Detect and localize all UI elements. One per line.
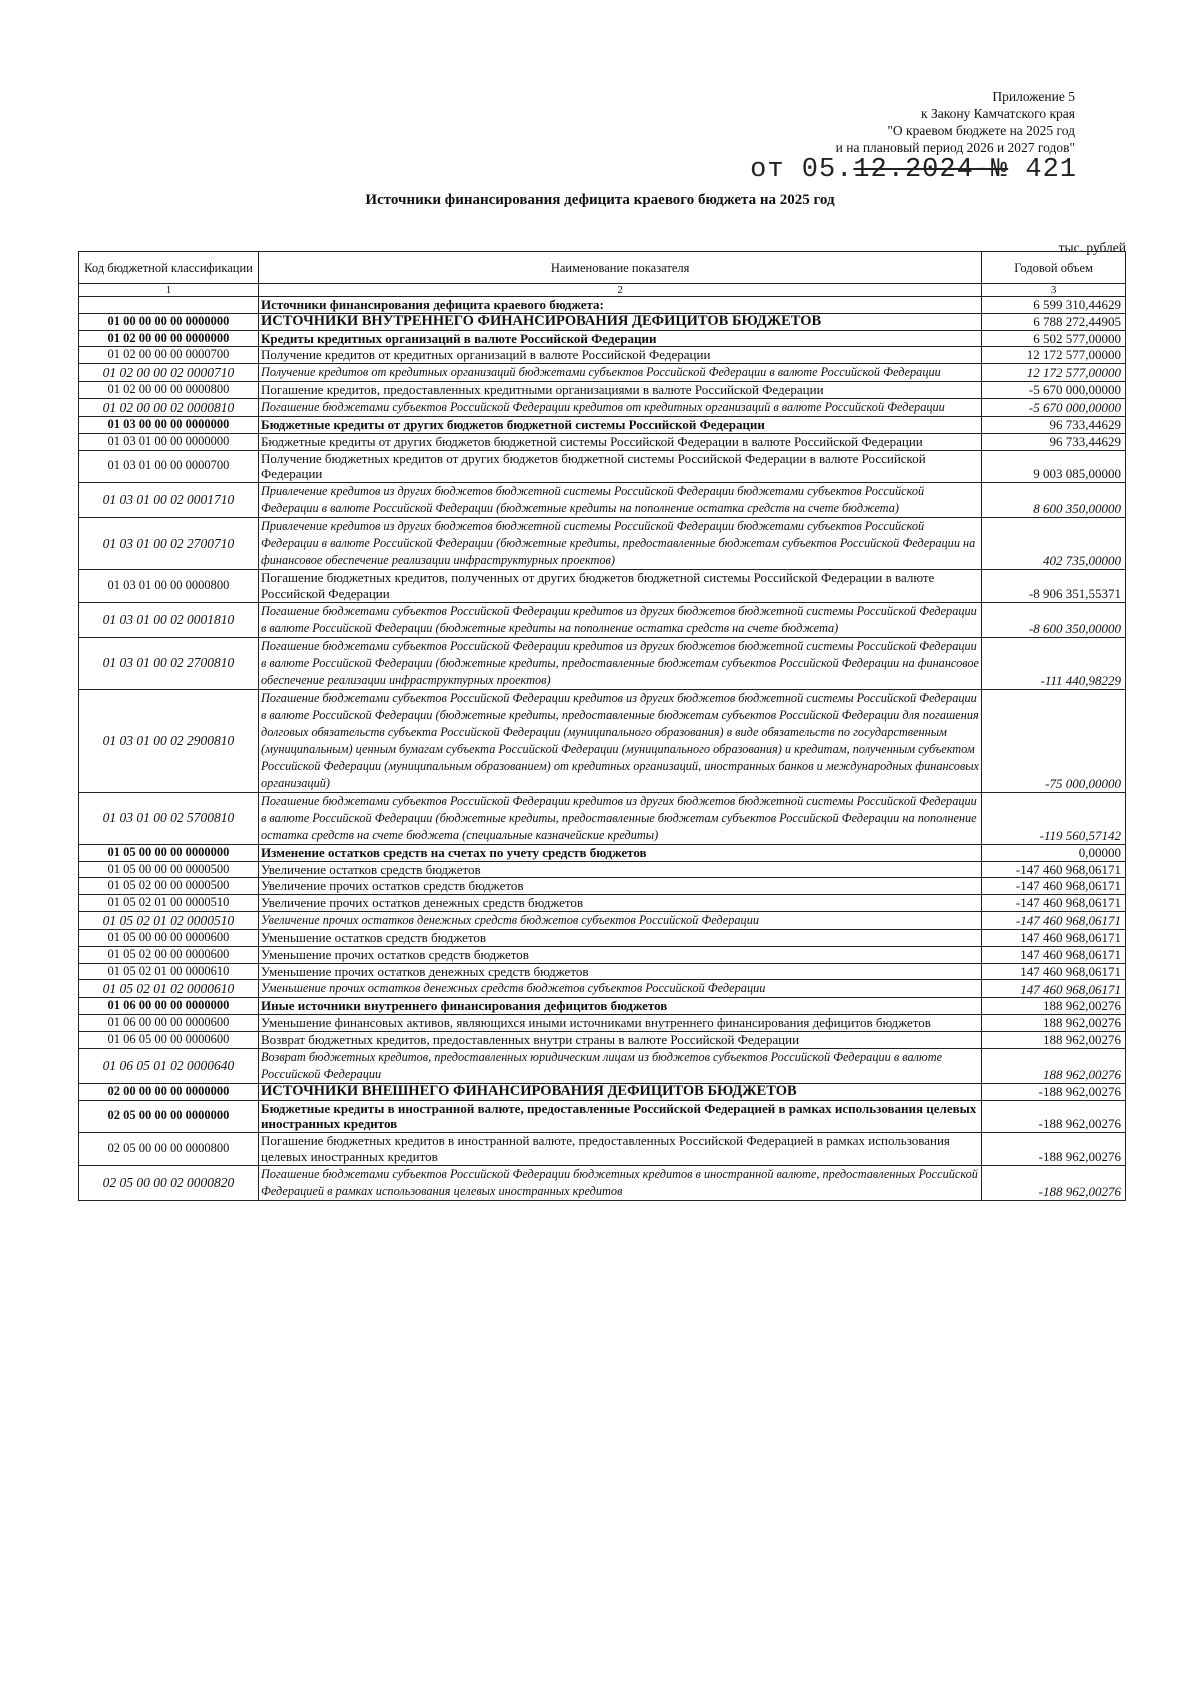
- annual-amount-cell: -188 962,00276: [982, 1165, 1126, 1200]
- indicator-name-cell: ИСТОЧНИКИ ВНУТРЕННЕГО ФИНАНСИРОВАНИЯ ДЕФИЦИТОВ БЮДЖЕТОВ: [258, 313, 981, 330]
- table-row: [79, 1100, 1126, 1133]
- table-row: [79, 450, 1126, 483]
- date-prefix: от 05.: [750, 155, 854, 185]
- annual-amount-cell: -188 962,00276: [982, 1133, 1126, 1166]
- table-row: [79, 792, 1126, 844]
- column-header-code: Код бюджетной классификации: [79, 252, 259, 284]
- indicator-name-cell: Привлечение кредитов из других бюджетов бюджетной системы Российской Федерации бюджетами субъектов Российской Федерации в валюте Российской Федерации (бюджетные кредиты на пополнение остатка средств на счете бюджета): [258, 483, 981, 518]
- annual-amount-cell: 6 599 310,44629: [982, 297, 1126, 314]
- budget-code-cell: 01 03 01 00 00 0000000: [79, 433, 259, 450]
- indicator-name-cell: Погашение бюджетами субъектов Российской Федерации кредитов из других бюджетов бюджетной системы Российской Федерации в валюте Российской Федерации (бюджетные кредиты, предоставленные бюджетам субъектов Российской Федерации для погашения долговых обязательств субъекта Российской Федерации (муниципального образования) в виде обязательств по государственным (муниципальным) ценным бумагам субъекта Российской Федерации (муниципального образования) и кредитам, полученным субъектом Российской Федерации (муниципальным образованием) от кредитных организаций, иностранных банков и международных финансовых организаций): [258, 689, 981, 792]
- budget-code-cell: 01 06 00 00 00 0000600: [79, 1015, 259, 1032]
- budget-code-cell: 01 05 02 01 00 0000610: [79, 963, 259, 980]
- table-row: [79, 433, 1126, 450]
- table-row: [79, 364, 1126, 382]
- budget-code-cell: 01 03 01 00 02 2700810: [79, 637, 259, 689]
- indicator-name-cell: Увеличение остатков средств бюджетов: [258, 861, 981, 878]
- table-row: [79, 895, 1126, 912]
- budget-code-cell: 01 02 00 00 02 0000710: [79, 364, 259, 382]
- budget-code-cell: 01 03 01 00 02 2700710: [79, 518, 259, 570]
- table-row: [79, 1015, 1126, 1032]
- table-row: [79, 330, 1126, 347]
- budget-code-cell: 01 03 01 00 02 2900810: [79, 689, 259, 792]
- document-number: 421: [1008, 155, 1077, 185]
- annual-amount-cell: 188 962,00276: [982, 998, 1126, 1015]
- table-row: [79, 946, 1126, 963]
- date-struck: 12.2024-№: [853, 155, 1009, 185]
- indicator-name-cell: Иные источники внутреннего финансирования дефицитов бюджетов: [258, 998, 981, 1015]
- table-row: [79, 297, 1126, 314]
- budget-code-cell: 02 00 00 00 00 0000000: [79, 1083, 259, 1100]
- annual-amount-cell: 147 460 968,06171: [982, 929, 1126, 946]
- table-row: [79, 1048, 1126, 1083]
- annual-amount-cell: 6 502 577,00000: [982, 330, 1126, 347]
- indicator-name-cell: Погашение бюджетных кредитов в иностранной валюте, предоставленных Российской Федерацией в рамках использования целевых иностранных кредитов: [258, 1133, 981, 1166]
- column-header-name: Наименование показателя: [258, 252, 981, 284]
- annual-amount-cell: -8 906 351,55371: [982, 570, 1126, 603]
- annual-amount-cell: 147 460 968,06171: [982, 980, 1126, 998]
- annual-amount-cell: 147 460 968,06171: [982, 963, 1126, 980]
- annual-amount-cell: 188 962,00276: [982, 1015, 1126, 1032]
- indicator-name-cell: Возврат бюджетных кредитов, предоставленных юридическим лицам из бюджетов субъектов Российской Федерации в валюте Российской Федерации: [258, 1048, 981, 1083]
- indicator-name-cell: Уменьшение прочих остатков денежных средств бюджетов субъектов Российской Федерации: [258, 980, 981, 998]
- indicator-name-cell: Погашение кредитов, предоставленных кредитными организациями в валюте Российской Федерации: [258, 382, 981, 399]
- document-date-stamp: [750, 155, 1077, 185]
- table-row: [79, 911, 1126, 929]
- table-body: [79, 297, 1126, 1201]
- table-row: [79, 313, 1126, 330]
- indicator-name-cell: Получение кредитов от кредитных организаций бюджетами субъектов Российской Федерации в валюте Российской Федерации: [258, 364, 981, 382]
- annual-amount-cell: -147 460 968,06171: [982, 895, 1126, 912]
- budget-code-cell: 02 05 00 00 00 0000800: [79, 1133, 259, 1166]
- annual-amount-cell: 9 003 085,00000: [982, 450, 1126, 483]
- budget-code-cell: 01 05 00 00 00 0000500: [79, 861, 259, 878]
- annual-amount-cell: 0,00000: [982, 844, 1126, 861]
- sources-table: [78, 251, 1126, 1201]
- indicator-name-cell: Бюджетные кредиты от других бюджетов бюджетной системы Российской Федерации: [258, 416, 981, 433]
- indicator-name-cell: Кредиты кредитных организаций в валюте Российской Федерации: [258, 330, 981, 347]
- annual-amount-cell: -8 600 350,00000: [982, 602, 1126, 637]
- indicator-name-cell: Погашение бюджетами субъектов Российской Федерации бюджетных кредитов в иностранной валюте, предоставленных Российской Федерацией в рамках использования целевых иностранных кредитов: [258, 1165, 981, 1200]
- annual-amount-cell: -119 560,57142: [982, 792, 1126, 844]
- table-row: [79, 483, 1126, 518]
- indicator-name-cell: Погашение бюджетами субъектов Российской Федерации кредитов из других бюджетов бюджетной системы Российской Федерации в валюте Российской Федерации (бюджетные кредиты, предоставленные бюджетам субъектов Российской Федерации на финансовое обеспечение реализации инфраструктурных проектов): [258, 637, 981, 689]
- table-row: [79, 1031, 1126, 1048]
- table-row: [79, 347, 1126, 364]
- budget-code-cell: 01 03 01 00 02 5700810: [79, 792, 259, 844]
- indicator-name-cell: Источники финансирования дефицита краевого бюджета:: [258, 297, 981, 314]
- budget-code-cell: 01 03 01 00 02 0001810: [79, 602, 259, 637]
- indicator-name-cell: Погашение бюджетами субъектов Российской Федерации кредитов из других бюджетов бюджетной системы Российской Федерации в валюте Российской Федерации (бюджетные кредиты на пополнение остатка средств на счете бюджета): [258, 602, 981, 637]
- budget-code-cell: 01 02 00 00 02 0000810: [79, 398, 259, 416]
- column-number-2: 2: [258, 284, 981, 297]
- indicator-name-cell: Получение кредитов от кредитных организаций в валюте Российской Федерации: [258, 347, 981, 364]
- table-row: [79, 382, 1126, 399]
- budget-code-cell: 01 05 00 00 00 0000600: [79, 929, 259, 946]
- appendix-header: [836, 88, 1075, 156]
- indicator-name-cell: Привлечение кредитов из других бюджетов бюджетной системы Российской Федерации бюджетами субъектов Российской Федерации в валюте Российской Федерации (бюджетные кредиты, предоставленные бюджетам субъектов Российской Федерации на финансовое обеспечение реализации инфраструктурных проектов): [258, 518, 981, 570]
- budget-code-cell: 01 03 00 00 00 0000000: [79, 416, 259, 433]
- appendix-line-3: "О краевом бюджете на 2025 год: [887, 123, 1075, 138]
- indicator-name-cell: Уменьшение прочих остатков денежных средств бюджетов: [258, 963, 981, 980]
- document-title: Источники финансирования дефицита краевого бюджета на 2025 год: [365, 192, 835, 208]
- table-row: [79, 878, 1126, 895]
- indicator-name-cell: Изменение остатков средств на счетах по учету средств бюджетов: [258, 844, 981, 861]
- annual-amount-cell: -111 440,98229: [982, 637, 1126, 689]
- appendix-line-2: к Закону Камчатского края: [921, 106, 1075, 121]
- indicator-name-cell: Увеличение прочих остатков денежных средств бюджетов субъектов Российской Федерации: [258, 911, 981, 929]
- budget-code-cell: 01 06 05 00 00 0000600: [79, 1031, 259, 1048]
- annual-amount-cell: 188 962,00276: [982, 1031, 1126, 1048]
- indicator-name-cell: ИСТОЧНИКИ ВНЕШНЕГО ФИНАНСИРОВАНИЯ ДЕФИЦИТОВ БЮДЖЕТОВ: [258, 1083, 981, 1100]
- budget-code-cell: 01 03 01 00 00 0000800: [79, 570, 259, 603]
- budget-code-cell: 01 02 00 00 00 0000700: [79, 347, 259, 364]
- column-number-3: 3: [982, 284, 1126, 297]
- units-label: тыс. рублей: [1058, 240, 1126, 255]
- table-row: [79, 518, 1126, 570]
- column-number-1: 1: [79, 284, 259, 297]
- indicator-name-cell: Погашение бюджетами субъектов Российской Федерации кредитов от кредитных организаций в валюте Российской Федерации: [258, 398, 981, 416]
- budget-code-cell: 01 02 00 00 00 0000800: [79, 382, 259, 399]
- annual-amount-cell: 8 600 350,00000: [982, 483, 1126, 518]
- annual-amount-cell: -188 962,00276: [982, 1100, 1126, 1133]
- table-row: [79, 963, 1126, 980]
- table-row: [79, 929, 1126, 946]
- annual-amount-cell: -147 460 968,06171: [982, 911, 1126, 929]
- indicator-name-cell: Погашение бюджетных кредитов, полученных от других бюджетов бюджетной системы Российской Федерации в валюте Российской Федерации: [258, 570, 981, 603]
- budget-code-cell: 01 05 02 00 00 0000500: [79, 878, 259, 895]
- appendix-line-1: Приложение 5: [992, 89, 1075, 104]
- table-row: [79, 602, 1126, 637]
- annual-amount-cell: 12 172 577,00000: [982, 364, 1126, 382]
- indicator-name-cell: Возврат бюджетных кредитов, предоставленных внутри страны в валюте Российской Федерации: [258, 1031, 981, 1048]
- table-row: [79, 416, 1126, 433]
- table-row: [79, 1165, 1126, 1200]
- annual-amount-cell: -147 460 968,06171: [982, 861, 1126, 878]
- indicator-name-cell: Уменьшение прочих остатков средств бюджетов: [258, 946, 981, 963]
- budget-code-cell: 01 05 02 00 00 0000600: [79, 946, 259, 963]
- table-row: [79, 398, 1126, 416]
- column-header-value: Годовой объем: [982, 252, 1126, 284]
- annual-amount-cell: 6 788 272,44905: [982, 313, 1126, 330]
- annual-amount-cell: -75 000,00000: [982, 689, 1126, 792]
- table-row: [79, 1133, 1126, 1166]
- annual-amount-cell: 96 733,44629: [982, 433, 1126, 450]
- budget-code-cell: 01 05 02 01 00 0000510: [79, 895, 259, 912]
- budget-code-cell: 01 03 01 00 02 0001710: [79, 483, 259, 518]
- table-row: [79, 861, 1126, 878]
- table-row: [79, 570, 1126, 603]
- budget-code-cell: 01 02 00 00 00 0000000: [79, 330, 259, 347]
- annual-amount-cell: 96 733,44629: [982, 416, 1126, 433]
- indicator-name-cell: Погашение бюджетами субъектов Российской Федерации кредитов из других бюджетов бюджетной системы Российской Федерации в валюте Российской Федерации (бюджетные кредиты, предоставленные бюджетам субъектов Российской Федерации на пополнение остатка средств на счете бюджета (специальные казначейские кредиты): [258, 792, 981, 844]
- indicator-name-cell: Уменьшение остатков средств бюджетов: [258, 929, 981, 946]
- annual-amount-cell: -188 962,00276: [982, 1083, 1126, 1100]
- indicator-name-cell: Уменьшение финансовых активов, являющихся иными источниками внутреннего финансирования дефицитов бюджетов: [258, 1015, 981, 1032]
- budget-code-cell: 01 00 00 00 00 0000000: [79, 313, 259, 330]
- annual-amount-cell: 402 735,00000: [982, 518, 1126, 570]
- indicator-name-cell: Бюджетные кредиты в иностранной валюте, предоставленные Российской Федерацией в рамках использования целевых иностранных кредитов: [258, 1100, 981, 1133]
- indicator-name-cell: Получение бюджетных кредитов от других бюджетов бюджетной системы Российской Федерации в валюте Российской Федерации: [258, 450, 981, 483]
- budget-code-cell: 02 05 00 00 02 0000820: [79, 1165, 259, 1200]
- budget-code-cell: 01 03 01 00 00 0000700: [79, 450, 259, 483]
- budget-code-cell: 02 05 00 00 00 0000000: [79, 1100, 259, 1133]
- table-row: [79, 844, 1126, 861]
- annual-amount-cell: 188 962,00276: [982, 1048, 1126, 1083]
- budget-code-cell: 01 06 05 01 02 0000640: [79, 1048, 259, 1083]
- budget-code-cell: [79, 297, 259, 314]
- table-row: [79, 1083, 1126, 1100]
- indicator-name-cell: Увеличение прочих остатков средств бюджетов: [258, 878, 981, 895]
- annual-amount-cell: 12 172 577,00000: [982, 347, 1126, 364]
- table-row: [79, 980, 1126, 998]
- table-row: [79, 637, 1126, 689]
- annual-amount-cell: -5 670 000,00000: [982, 398, 1126, 416]
- table-row: [79, 689, 1126, 792]
- annual-amount-cell: 147 460 968,06171: [982, 946, 1126, 963]
- budget-code-cell: 01 06 00 00 00 0000000: [79, 998, 259, 1015]
- indicator-name-cell: Бюджетные кредиты от других бюджетов бюджетной системы Российской Федерации в валюте Российской Федерации: [258, 433, 981, 450]
- annual-amount-cell: -147 460 968,06171: [982, 878, 1126, 895]
- budget-code-cell: 01 05 02 01 02 0000510: [79, 911, 259, 929]
- budget-code-cell: 01 05 02 01 02 0000610: [79, 980, 259, 998]
- indicator-name-cell: Увеличение прочих остатков денежных средств бюджетов: [258, 895, 981, 912]
- annual-amount-cell: -5 670 000,00000: [982, 382, 1126, 399]
- appendix-line-4: и на плановый период 2026 и 2027 годов": [835, 140, 1075, 155]
- budget-code-cell: 01 05 00 00 00 0000000: [79, 844, 259, 861]
- table-row: [79, 998, 1126, 1015]
